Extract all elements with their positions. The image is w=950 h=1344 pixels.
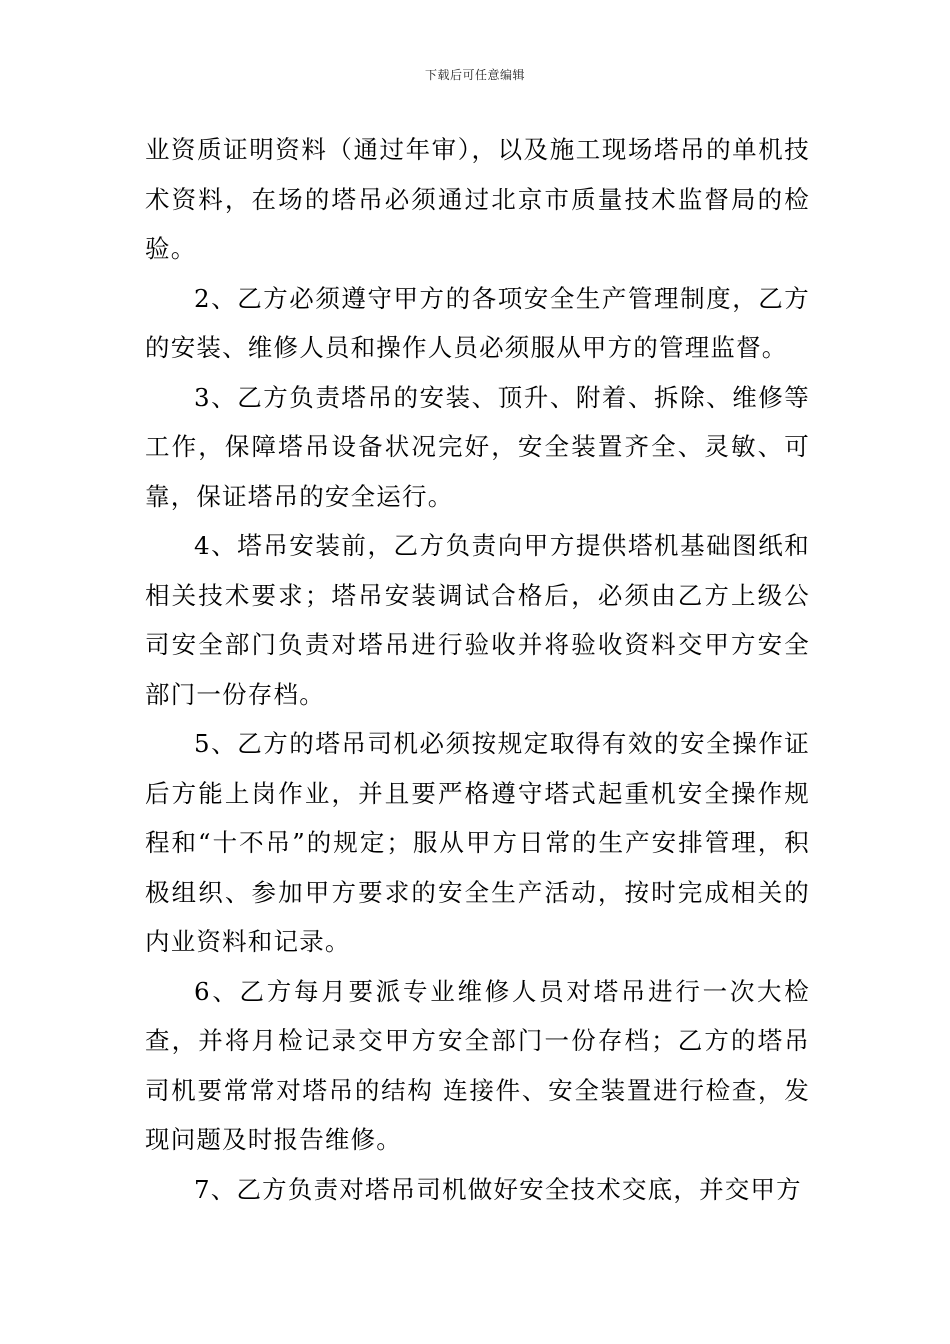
paragraph-7: 7、乙方负责对塔吊司机做好安全技术交底，并交甲方 <box>194 1174 802 1204</box>
paragraph-1: 业资质证明资料（通过年审），以及施工现场塔吊的单机技术资料，在场的塔吊必须通过北京市质量技术监督局的检验。 <box>145 135 810 263</box>
paragraph-3: 3、乙方负责塔吊的安装、顶升、附着、拆除、维修等工作，保障塔吊设备状况完好，安全装置齐全、灵敏、可靠，保证塔吊的安全运行。 <box>145 382 810 511</box>
paragraph-6: 6、乙方每月要派专业维修人员对塔吊进行一次大检查，并将月检记录交甲方安全部门一份存档；乙方的塔吊司机要常常对塔吊的结构 连接件、安全装置进行检查，发现问题及时报告维修。 <box>145 976 810 1154</box>
paragraph-5: 5、乙方的塔吊司机必须按规定取得有效的安全操作证后方能上岗作业，并且要严格遵守塔式起重机安全操作规程和“十不吊”的规定；服从甲方日常的生产安排管理，积极组织、参加甲方要求的安全生产活动，按时完成相关的内业资料和记录。 <box>145 729 810 956</box>
document-body <box>145 125 810 1214</box>
paragraph-4: 4、塔吊安装前，乙方负责向甲方提供塔机基础图纸和相关技术要求；塔吊安装调试合格后，必须由乙方上级公司安全部门负责对塔吊进行验收并将验收资料交甲方安全部门一份存档。 <box>145 531 810 709</box>
paragraph-2: 2、乙方必须遵守甲方的各项安全生产管理制度，乙方的安装、维修人员和操作人员必须服从甲方的管理监督。 <box>145 283 810 362</box>
page-header: 下载后可任意编辑 <box>424 68 525 82</box>
